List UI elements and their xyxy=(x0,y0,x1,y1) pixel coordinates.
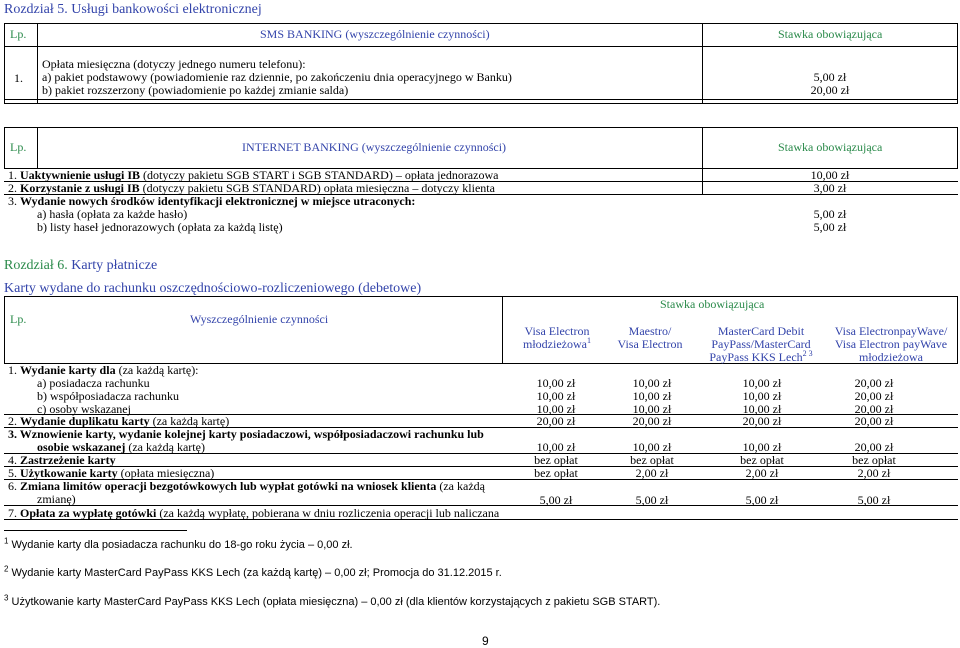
cards-header-mastercard-l3: PayPass KKS Lech xyxy=(709,350,803,364)
sms-col-rate: Stawka obowiązująca xyxy=(778,27,883,41)
sms-rate-b: 20,00 zł xyxy=(810,83,850,97)
footnote-3 xyxy=(4,593,661,608)
section6-title xyxy=(4,258,157,274)
cards-row1b: b) współposiadacza rachunku xyxy=(37,389,179,403)
ib-col-lp: Lp. xyxy=(10,140,27,154)
footnote-3-mark: 3 xyxy=(4,593,9,603)
cards-header-mastercard-l2: PayPass/MasterCard xyxy=(711,337,811,351)
footnote-2-mark: 2 xyxy=(4,564,9,574)
cards-r5-col4-value: 2,00 zł xyxy=(857,466,891,480)
ib-row1-bold: Uaktywnienie usługi IB xyxy=(20,168,141,182)
ib-row2-rest: (dotyczy pakietu SGB STANDARD) opłata miesięczna – dotyczy klienta xyxy=(139,181,495,195)
cards-header-visa-young-l2-wrap xyxy=(503,338,611,351)
cards-header-mastercard-sup: 2 3 xyxy=(802,349,813,358)
cards-row5-rest: (opłata miesięczna) xyxy=(117,466,215,480)
cards-header-mastercard-l3-wrap xyxy=(700,351,822,364)
cards-r4-col2-value: bez opłat xyxy=(630,453,674,467)
cards-row7-rest: (za każdą wypłatę, pobierana w dniu rozliczenia operacji lub naliczana xyxy=(156,506,500,520)
footnote-1-mark: 1 xyxy=(4,536,9,546)
footnote-3-text: Użytkowanie karty MasterCard PayPass KKS Lech (opłata miesięczna) – 0,00 zł (dla klientów korzystających z pakietu SGB START). xyxy=(8,596,661,608)
ib-row1-num: 1. xyxy=(8,168,17,182)
cards-col-lp: Lp. xyxy=(10,312,27,326)
cards-row6-num: 6. xyxy=(8,479,17,493)
sms-col-lp: Lp. xyxy=(10,27,27,41)
cards-row6-l1-bold: Zmiana limitów operacji bezgotówkowych lub wypłat gotówki na wniosek klienta xyxy=(20,479,437,493)
cards-r2-col4-value: 20,00 zł xyxy=(854,414,894,428)
cards-row2-bold: Wydanie duplikatu karty xyxy=(20,414,150,428)
cards-row6 xyxy=(8,480,485,493)
ib-row1-rest: (dotyczy pakietu SGB START i SGB STANDARD) – opłata jednorazowa xyxy=(140,168,499,182)
cards-row3-l1: Wznowienie karty, wydanie kolejnej karty posiadaczowi, współposiadaczowi rachunku lub xyxy=(19,427,484,441)
cards-header-mastercard xyxy=(700,325,822,364)
cards-r4-col1-value: bez opłat xyxy=(534,453,578,467)
ib-col-title: INTERNET BANKING (wyszczególnienie czynności) xyxy=(242,140,507,154)
page-number: 9 xyxy=(482,634,489,648)
cards-header-mastercard-l1: MasterCard Debit xyxy=(717,324,805,338)
footnote-separator xyxy=(4,530,187,531)
cards-r2-col1-value: 20,00 zł xyxy=(536,414,576,428)
cards-r3-col4-value: 20,00 zł xyxy=(854,440,894,454)
ib-row1-rate: 10,00 zł xyxy=(810,168,850,182)
cards-header-paywave xyxy=(826,325,956,364)
cards-r1b-col1-value: 10,00 zł xyxy=(536,389,576,403)
cards-header-paywave-l1: Visa ElectronpayWave/ xyxy=(834,324,948,338)
cards-r1b-col3-value: 10,00 zł xyxy=(742,389,782,403)
cards-r6-col2-value: 5,00 zł xyxy=(635,493,669,507)
sms-row-a: a) pakiet podstawowy (powiadomienie raz dziennie, po zakończeniu dnia operacyjnego w Banku) xyxy=(42,70,512,84)
cards-r1c-col1-value: 10,00 zł xyxy=(536,402,576,416)
cards-row1-rest: (za każdą kartę): xyxy=(115,363,199,377)
cards-header-maestro-l2: Visa Electron xyxy=(617,337,683,351)
cards-r5-col2-value: 2,00 zł xyxy=(635,466,669,480)
footnote-2-text: Wydanie karty MasterCard PayPass KKS Lech (za każdą kartę) – 0,00 zł; Promocja do 31.12.2015 r. xyxy=(8,567,502,579)
cards-r6-col3-value: 5,00 zł xyxy=(745,493,779,507)
cards-row1c: c) osoby wskazanej xyxy=(37,402,131,416)
cards-row7-bold: Opłata za wypłatę gotówki xyxy=(20,506,157,520)
cards-row1-bold: Wydanie karty dla xyxy=(20,363,116,377)
cards-row6-l1-rest: (za każdą xyxy=(436,479,485,493)
cards-row4-bold: Zastrzeżenie karty xyxy=(20,453,116,467)
ib-row3-rate-a: 5,00 zł xyxy=(813,207,847,221)
ib-row2-bold: Korzystanie z usługi IB xyxy=(20,181,140,195)
ib-row3-rate-b: 5,00 zł xyxy=(813,220,847,234)
cards-r1a-col2-value: 10,00 zł xyxy=(632,376,672,390)
footnote-2 xyxy=(4,564,502,579)
sms-row-title: Opłata miesięczna (dotyczy jednego numeru telefonu): xyxy=(42,57,306,71)
cards-r3-col2-value: 10,00 zł xyxy=(632,440,672,454)
cards-row1-num: 1. xyxy=(8,363,17,377)
cards-r3-col3-value: 10,00 zł xyxy=(742,440,782,454)
cards-r1a-col4-value: 20,00 zł xyxy=(854,376,894,390)
cards-row7-num: 7. xyxy=(8,506,17,520)
cards-col-rate: Stawka obowiązująca xyxy=(660,297,765,311)
cards-r4-col3-value: bez opłat xyxy=(740,453,784,467)
section6-title-prefix: Rozdział 6. xyxy=(4,258,72,273)
ib-row3-b: b) listy haseł jednorazowych (opłata za każdą listę) xyxy=(37,220,283,234)
ib-row2-num: 2. xyxy=(8,181,17,195)
cards-r1c-col2-value: 10,00 zł xyxy=(632,402,672,416)
cards-row3-l2-bold: osobie wskazanej xyxy=(37,440,126,454)
cards-r6-col4-value: 5,00 zł xyxy=(857,493,891,507)
cards-r4-col4-value: bez opłat xyxy=(852,453,896,467)
cards-r1b-col4-value: 20,00 zł xyxy=(854,389,894,403)
cards-row2-num: 2. xyxy=(8,414,17,428)
cards-heading: Karty wydane do rachunku oszczędnościowo-rozliczeniowego (debetowe) xyxy=(4,281,422,296)
cards-header-visa-young-sup: 1 xyxy=(586,336,591,345)
cards-row4-num: 4. xyxy=(8,453,17,467)
cards-row5-num: 5. xyxy=(8,466,17,480)
cards-header-visa-young xyxy=(503,325,611,351)
section5-title: Rozdział 5. Usługi bankowości elektronicznej xyxy=(4,2,262,17)
ib-col-rate: Stawka obowiązująca xyxy=(778,140,883,154)
cards-header-visa-young-l1: Visa Electron xyxy=(524,324,590,338)
cards-r6-col1-value: 5,00 zł xyxy=(539,493,573,507)
ib-row3-a: a) hasła (opłata za każde hasło) xyxy=(37,207,188,221)
cards-row7 xyxy=(8,507,499,520)
ib-row3-num: 3. xyxy=(8,194,17,208)
cards-r1b-col2-value: 10,00 zł xyxy=(632,389,672,403)
cards-header-maestro-l1: Maestro/ xyxy=(628,324,672,338)
cards-r5-col1-value: bez opłat xyxy=(534,466,578,480)
cards-header-visa-young-l2: młodzieżowa xyxy=(523,337,587,351)
cards-r3-col1-value: 10,00 zł xyxy=(536,440,576,454)
cards-r1c-col4-value: 20,00 zł xyxy=(854,402,894,416)
sms-row-num: 1. xyxy=(14,71,23,85)
cards-header-maestro xyxy=(600,325,700,351)
cards-row3-l2-rest: (za każdą kartę) xyxy=(125,440,205,454)
section6-title-name: Karty płatnicze xyxy=(71,258,158,273)
cards-row3-num: 3. xyxy=(8,427,17,441)
footnote-1-text: Wydanie karty dla posiadacza rachunku do 18-go roku życia – 0,00 zł. xyxy=(8,539,353,551)
cards-header-paywave-l2: Visa Electron payWave xyxy=(834,337,948,351)
ib-row2-rate: 3,00 zł xyxy=(813,181,847,195)
sms-rate-a: 5,00 zł xyxy=(813,70,847,84)
cards-row2-rest: (za każdą kartę) xyxy=(149,414,230,428)
sms-col-title: SMS BANKING (wyszczególnienie czynności) xyxy=(260,27,490,41)
cards-col-title: Wyszczególnienie czynności xyxy=(190,312,329,326)
cards-r1c-col3-value: 10,00 zł xyxy=(742,402,782,416)
cards-r2-col3-value: 20,00 zł xyxy=(742,414,782,428)
ib-row3-bold: Wydanie nowych środków identyfikacji elektronicznej w miejsce utraconych: xyxy=(20,194,416,208)
footnote-1 xyxy=(4,536,353,551)
cards-r1a-col3-value: 10,00 zł xyxy=(742,376,782,390)
cards-row5-bold: Użytkowanie karty xyxy=(20,466,118,480)
cards-header-paywave-l3: młodzieżowa xyxy=(859,350,923,364)
cards-row1a: a) posiadacza rachunku xyxy=(37,376,150,390)
cards-r5-col3-value: 2,00 zł xyxy=(745,466,779,480)
cards-r2-col2-value: 20,00 zł xyxy=(632,414,672,428)
cards-r1a-col1-value: 10,00 zł xyxy=(536,376,576,390)
cards-row6-l2: zmianę) xyxy=(37,492,76,506)
sms-row-b: b) pakiet rozszerzony (powiadomienie po każdej zmianie salda) xyxy=(42,83,349,97)
